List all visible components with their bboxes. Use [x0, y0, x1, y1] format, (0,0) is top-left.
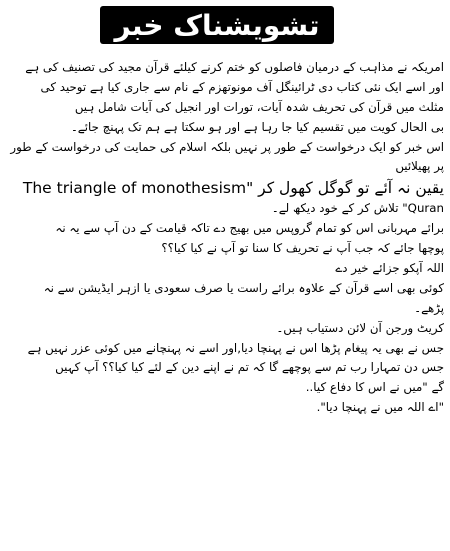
body-line: پوچھا جائے کہ جب آپ نے تحریف کا سنا تو آپ نے کیا کیا؟؟ [161, 241, 444, 256]
body-line-english: یقین نہ آئے تو گوگل کھول کر "The triangle of monothesism [22, 179, 444, 198]
header [0, 0, 450, 48]
body-line: اور اسے ایک نئی کتاب دی ٹرائینگل آف مونوتھزم کے نام سے جاری کیا ہے توحید کی [40, 79, 444, 94]
body-line: گے "میں نے اس کا دفاع کیا.. [305, 380, 444, 395]
body-line: جس نے بھی یہ پیغام پڑھا اس نے پہنچا دیا,اور اسے نہ پہنچانے میں کوئی عزر نہیں ہے [27, 340, 444, 355]
page-title: تشویشناک خبر [100, 6, 334, 44]
body-line: امریکہ نے مذاہب کے درمیان فاصلوں کو ختم کرنے کیلئے قرآن مجید کی تصنیف کی ہے [25, 60, 444, 74]
body-line: "اے اللہ میں نے پہنچا دیا". [316, 400, 444, 415]
body-line: پڑھے۔ [414, 300, 444, 315]
body-line: اس خبر کو ایک درخواست کے طور پر نہیں بلکہ اسلام کی حمایت کی درخواست کے طور [10, 139, 444, 154]
body-line: مثلث میں قرآن کی تحریف شدہ آیات، تورات اور انجیل کی آیات شامل ہیں [74, 99, 444, 114]
body-line: برائے مہربانی اس کو تمام گروپس میں بھیج دے تاکہ قیامت کے دن آپ سے یہ نہ [55, 221, 444, 236]
article-body [4, 58, 444, 418]
body-line: کوئی بھی اسے قرآن کے علاوہ برائے راست یا صرف سعودی یا ازہر ایڈیشن سے نہ [43, 280, 444, 295]
body-line: کریٹ ورجن آن لائن دستیاب ہیں۔ [276, 320, 444, 335]
body-line: اللہ آپکو جزائے خیر دے [335, 261, 444, 276]
body-line: بی الحال کویت میں تقسیم کیا جا رہا ہے اور ہو سکتا ہے ہم تک پہنچ جائے۔ [70, 119, 444, 134]
body-line: جس دن تمہارا رب تم سے پوچھے گا کہ تم نے اپنے دین کے لئے کیا کیا؟؟ آپ کہیں [55, 360, 444, 375]
body-line: پر پھیلائیں [395, 159, 444, 174]
body-line: Quran" تلاش کر کے خود دیکھ لے۔ [271, 201, 444, 216]
